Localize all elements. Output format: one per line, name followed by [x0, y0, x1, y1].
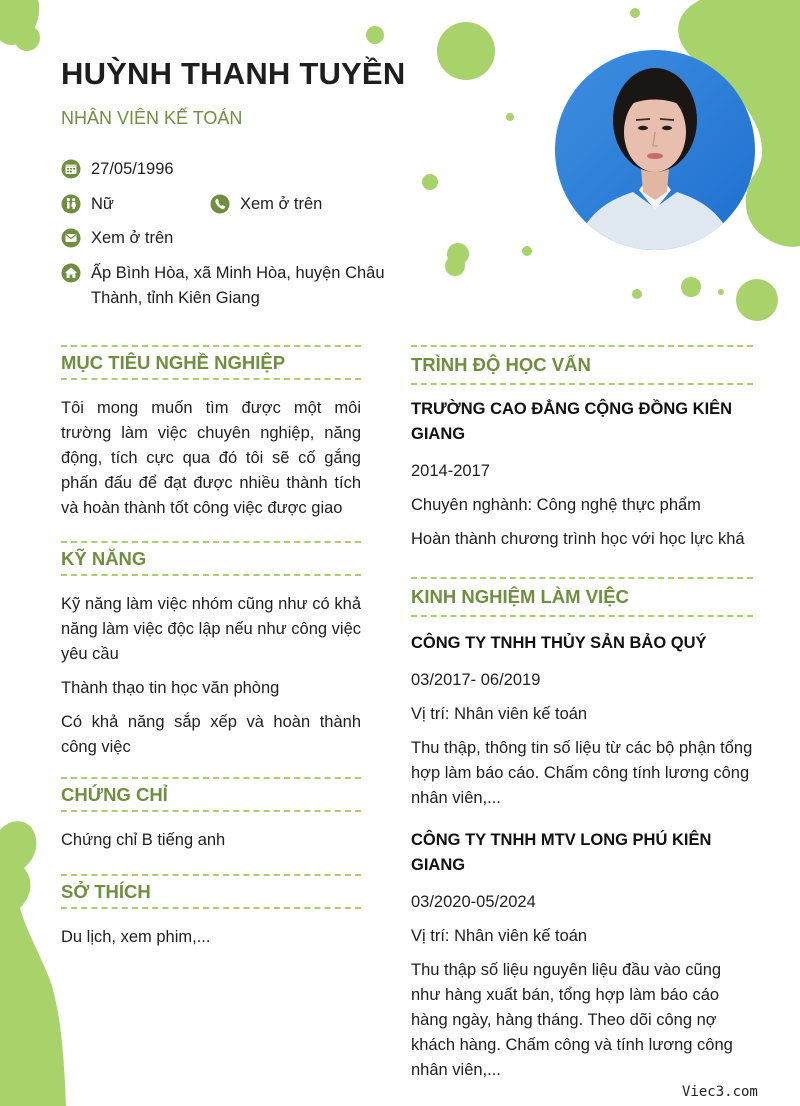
envelope-icon	[61, 228, 81, 248]
job-position: Vị trí: Nhân viên kế toán	[411, 705, 588, 723]
experience-title: KINH NGHIỆM LÀM VIỆC	[411, 577, 753, 617]
skill-item: Thành thạo tin học văn phòng	[61, 679, 280, 697]
birthdate-value: 27/05/1996	[91, 160, 174, 178]
gender-icon	[61, 194, 81, 214]
skills-title: KỸ NĂNG	[61, 541, 361, 576]
address-row	[61, 264, 391, 311]
profile-photo	[555, 50, 755, 250]
hobbies-title: SỞ THÍCH	[61, 874, 361, 909]
hobbies-text: Du lịch, xem phim,...	[61, 928, 211, 946]
skill-item: Kỹ năng làm việc nhóm cũng như có khả năng làm việc độc lập nếu như công việc yêu cầu	[61, 595, 361, 663]
job-company: CÔNG TY TNHH THỦY SẢN BẢO QUÝ	[411, 634, 707, 652]
objective-title: MỤC TIÊU NGHỀ NGHIỆP	[61, 345, 361, 380]
job-description: Thu thập, thông tin số liệu từ các bộ phận tổng hợp làm báo cáo. Chấm công tính lương công nhân viên,...	[411, 739, 753, 807]
education-major: Chuyên nghành: Công nghệ thực phẩm	[411, 496, 701, 514]
job-position: Vị trí: Nhân viên kế toán	[411, 927, 588, 945]
email-row	[61, 229, 173, 251]
school-name: TRƯỜNG CAO ĐẲNG CỘNG ĐỒNG KIÊN GIANG	[411, 400, 733, 443]
gender-row	[61, 195, 114, 217]
phone-icon	[210, 194, 230, 214]
address-value: Ấp Bình Hòa, xã Minh Hòa, huyện Châu Thành, tỉnh Kiên Giang	[91, 264, 385, 307]
job-period: 03/2017- 06/2019	[411, 671, 541, 689]
education-note: Hoàn thành chương trình học với học lực khá	[411, 530, 745, 548]
objective-section	[61, 345, 361, 530]
objective-text: Tôi mong muốn tìm được một môi trường làm việc chuyên nghiệp, năng động, tích cực qua đó tôi sẽ cố gắng phấn đấu để đạt được nhiều thành tích và hoàn thành tốt công việc được giao	[61, 399, 361, 517]
education-section	[411, 345, 753, 561]
certificates-title: CHỨNG CHỈ	[61, 777, 361, 812]
phone-value: Xem ở trên	[240, 195, 323, 213]
job-period: 03/2020-05/2024	[411, 893, 536, 911]
email-value: Xem ở trên	[91, 229, 174, 247]
job-company: CÔNG TY TNHH MTV LONG PHÚ KIÊN GIANG	[411, 831, 712, 874]
certificate-item: Chứng chỉ B tiếng anh	[61, 831, 226, 849]
job-description: Thu thập số liệu nguyên liệu đầu vào cũng như hàng xuất bán, tổng hợp làm báo cáo hàng ngày, hàng tháng. Theo dõi công nợ khách hàng. Chấm công và tính lương công nhân viên,...	[411, 961, 733, 1079]
skills-section	[61, 541, 361, 769]
skill-item: Có khả năng sắp xếp và hoàn thành công việc	[61, 713, 361, 756]
certificates-section	[61, 777, 361, 862]
calendar-icon	[61, 159, 81, 179]
home-icon	[61, 263, 81, 283]
candidate-name: HUỲNH THANH TUYỀN	[61, 56, 406, 91]
education-period: 2014-2017	[411, 462, 490, 480]
watermark: Viec3.com	[682, 1084, 758, 1100]
experience-section	[411, 577, 753, 1092]
hobbies-section	[61, 874, 361, 959]
phone-row	[210, 195, 322, 217]
education-title: TRÌNH ĐỘ HỌC VẤN	[411, 345, 753, 385]
birthdate-row	[61, 160, 174, 182]
gender-value: Nữ	[91, 195, 114, 213]
job-title: NHÂN VIÊN KẾ TOÁN	[61, 108, 243, 128]
